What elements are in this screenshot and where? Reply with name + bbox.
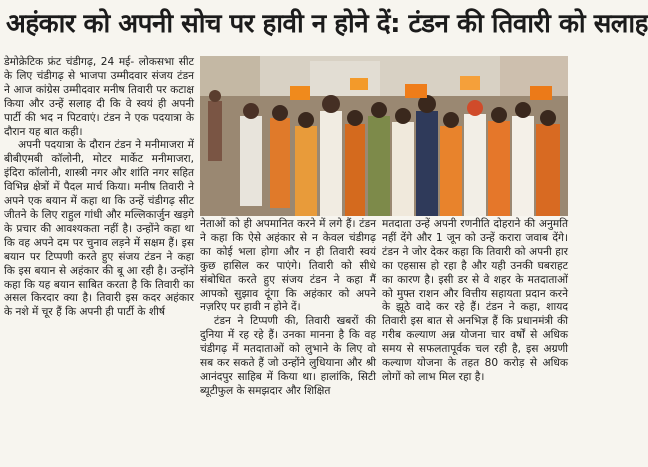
article-paragraph: टंडन ने टिप्पणी की, तिवारी खबरों की दुनिया में रह रहे हैं। उनका मानना है कि वह चंडीगढ़ में मतदाताओं को लुभाने के लिए वो सब कर सकते हैं जो उन्होंने लुधियाना और श्री आनंदपुर साहिब में किया था। हालांकि, सिटी ब्यूटीफुल के समझदार और शिक्षित bbox=[200, 315, 376, 397]
padyatra-crowd-photo bbox=[200, 56, 568, 216]
crowd-photo-image bbox=[200, 56, 568, 216]
headline: अहंकार को अपनी सोच पर हावी न होने दें: टंडन की तिवारी को सलाह bbox=[6, 9, 648, 39]
dateline: डेमोक्रेटिक फ्रंट चंडीगढ़, 24 मई- bbox=[4, 56, 135, 68]
article-dateline-para bbox=[4, 56, 194, 139]
article-column-2 bbox=[200, 218, 376, 464]
article-paragraph: लोकसभा सीट के लिए चंडीगढ़ से भाजपा उम्मीदवार संजय टंडन ने आज कांग्रेस उम्मीदवार मनीष तिवारी पर कटाक्ष किया और उन्हें सलाह दी कि वे स्वयं ही अपनी पार्टी की भद न पिटवाएं। टंडन ने एक पदयात्रा के दौरान यह बात कही। bbox=[4, 56, 194, 138]
article-column-1 bbox=[4, 56, 194, 464]
article-paragraph: अपनी पदयात्रा के दौरान टंडन ने मनीमाजरा में बीबीएमबी कॉलोनी, मोटर मार्केट मनीमाजरा, इंदिरा कॉलोनी, शास्त्री नगर और शांति नगर सहित विभिन्न क्षेत्रों में पैदल मार्च किया। मनीष तिवारी ने अपने एक बयान में कहा था कि उन्हें चंडीगढ़ सीट जीतने के लिए राहुल गांधी और मल्लिकार्जुन खड़गे के प्रचार की आवश्यकता नहीं है। उन्होंने कहा था कि वह अपने दम पर चुनाव लड़ने में सक्षम हैं। इस बयान पर टिप्पणी करते हुए संजय टंडन ने कहा कि इस बयान से अहंकार की बू आ रही है। उन्होंने कहा कि यह बयान साबित करता है कि तिवारी का असल किरदार क्या है। तिवारी इस कदर अहंकार के नशे में चूर हैं कि अपनी ही पार्टी के शीर्ष bbox=[4, 139, 194, 319]
article-paragraph: मतदाता उन्हें अपनी रणनीति दोहराने की अनुमति नहीं देंगे और 1 जून को उन्हें करारा जवाब देंगे। टंडन ने जोर देकर कहा कि तिवारी को अपनी हार का एहसास हो रहा है और यही उनकी घबराहट का कारण है। इसी डर से वे शहर के मतदाताओं को मुफ्त राशन और वित्तीय सहायता प्रदान करने के झूठे वादे कर रहे हैं। टंडन ने कहा, शायद तिवारी इस बात से अनभिज्ञ हैं कि प्रधानमंत्री की गरीब कल्याण अन्न योजना चार वर्षों से अधिक समय से सफलतापूर्वक चल रही है, इस अग्रणी कल्याण योजना के तहत 80 करोड़ से अधिक लोगों को लाभ मिल रहा है। bbox=[382, 218, 568, 383]
article-paragraph: नेताओं को ही अपमानित करने में लगे हैं। टंडन ने कहा कि ऐसे अहंकार से न केवल चंडीगढ़ का कोई भला होगा और न ही तिवारी स्वयं कुछ हासिल कर पाएंगे। तिवारी को सीधे संबोधित करते हुए संजय टंडन ने कहा मैं आपको सुझाव दूंगा कि अहंकार को अपने नज़रिए पर हावी न होने दें। bbox=[200, 218, 376, 314]
article-column-3 bbox=[382, 218, 568, 464]
